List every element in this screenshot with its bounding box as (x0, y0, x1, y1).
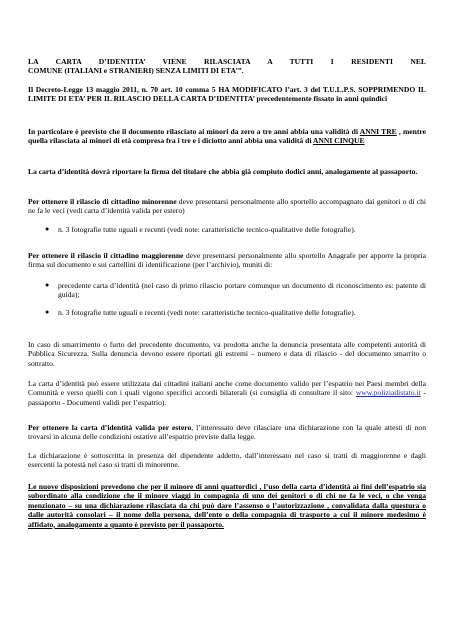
adult-bullet-photos (45, 308, 426, 317)
validity-text-c: , mentre quella rilasciata ai minori di età compresa fra i tre e i diciotto anni abbia una validità di (28, 127, 426, 146)
heading-carta-identita (28, 57, 426, 76)
adult-paragraph (28, 251, 426, 270)
foreign-validity-paragraph (28, 423, 426, 442)
heading-line-2: COMUNE (ITALIANI e STRANIERI) SENZA LIMITI DI ETA’”. (28, 66, 244, 76)
minor-14-paragraph: Le nuove disposizioni prevedono che per il minore di anni quattordici , l’uso della carta d’identità ai fini dell’espatrio sia subordinato alla condizione che il minore viaggi in compagnia di uno dei genitori o di chi ne fa le veci, o che venga menzionato – su una dichiarazione rilasciata da chi può dare l’assenso o l’autorizzazione , convalidata dalla questura o dalle autorità consolari – il nome della persona, dell’ente o della compagnia di trasporto a cui il minore medesimo è affidato, analogamente a quanto è previsto per il passaporto. (28, 482, 426, 529)
adult-text: deve presentarsi personalmente allo sportello Anagrafe per apporre la propria firma sul documento e sui cartellini di identificazione (per l’archivio), muniti di: (28, 251, 426, 270)
bullet-icon: ● (45, 308, 50, 316)
adult-bullet-previous-id (45, 281, 426, 300)
expatriation-text-a: La carta d’identità può essere utilizzata dai cittadini italiani anche come documento valido per l’espatrio nei Paesi membri della Comunità e verso quelli con i quali vigono specifici accordi bilaterali (si consiglia di consultare il sito: (28, 379, 426, 398)
bullet-text: n. 3 fotografie tutte uguali e recenti (vedi note: caratteristiche tecnico-qualitative delle fotografie). (58, 308, 356, 317)
minor-paragraph (28, 197, 426, 216)
loss-theft-paragraph: In caso di smarrimento o furto del precedente documento, va prodotta anche la denuncia presentata alle competenti autorità di Pubblica Sicurezza. Sulla denuncia devono essere riportati gli estremi – numero e data di rilascio - del documento smarrito o sottratto. (28, 340, 426, 368)
validity-five-years: ANNI CINQUE (312, 136, 365, 146)
signature-paragraph: La carta d’identità dovrà riportare la firma del titolare che abbia già compiuto dodici anni, analogamente al passaporto. (28, 167, 418, 176)
heading-line-1: LA CARTA D’IDENTITA’ VIENE RILASCIATA A TUTTI I RESIDENTI NEL (28, 57, 426, 66)
bullet-text: precedente carta d’identità (nel caso di primo rilascio portare comunque un documento di riconoscimento es: patente di guida); (58, 281, 426, 300)
adult-heading: Per ottenere il rilascio il cittadino maggiorenne (28, 251, 184, 260)
expatriation-paragraph (28, 379, 426, 407)
foreign-validity-heading: Per ottenere la carta d’identità valida per estero (28, 423, 192, 432)
minor-bullet-photos (45, 225, 426, 234)
bullet-icon: ● (45, 225, 50, 233)
foreign-validity-text: , l’interessato deve rilasciare una dichiarazione con la quale attesti di non trovarsi in alcuna delle condizioni ostative all’espatrio previste dalla legge. (28, 423, 426, 442)
validity-three-years: ANNI TRE (359, 127, 397, 136)
bullet-text: n. 3 fotografie tutte uguali e recenti (vedi note: caratteristiche tecnico-qualitative delle fotografie). (58, 225, 356, 234)
minor-text: deve presentarsi personalmente allo sportello accompagnato dai genitori o di chi ne fa le veci (vedi carta d’identità valida per estero) (28, 197, 426, 216)
validity-paragraph (28, 127, 426, 146)
expatriation-text-b: - passaporto - Documenti validi per l’espatrio). (28, 388, 426, 407)
polizia-di-stato-link[interactable]: www.poliziadistato.it (355, 388, 421, 398)
decree-paragraph: Il Decreto-Legge 13 maggio 2011, n. 70 art. 10 comma 5 HA MODIFICATO l’art. 3 del T.U.L.P.S. SOPPRIMENDO IL LIMITE DI ETA’ PER IL RILASCIO DELLA CARTA D’IDENTITA’ precedentemente fissato in anni quindici (28, 85, 426, 104)
bullet-icon: ● (45, 281, 50, 289)
validity-text-a: In particolare è previsto che il documento rilasciato ai minori da zero a tre anni abbia una validità di (28, 127, 360, 136)
declaration-paragraph: La dichiarazione è sottoscritta in presenza del dipendente addetto, dall’interessato nel caso si tratti di maggiorenne e dagli esercenti la potestà nel caso si tratti di minorenne. (28, 451, 426, 470)
minor-heading: Per ottenere il rilascio di cittadino minorenne (28, 197, 177, 206)
